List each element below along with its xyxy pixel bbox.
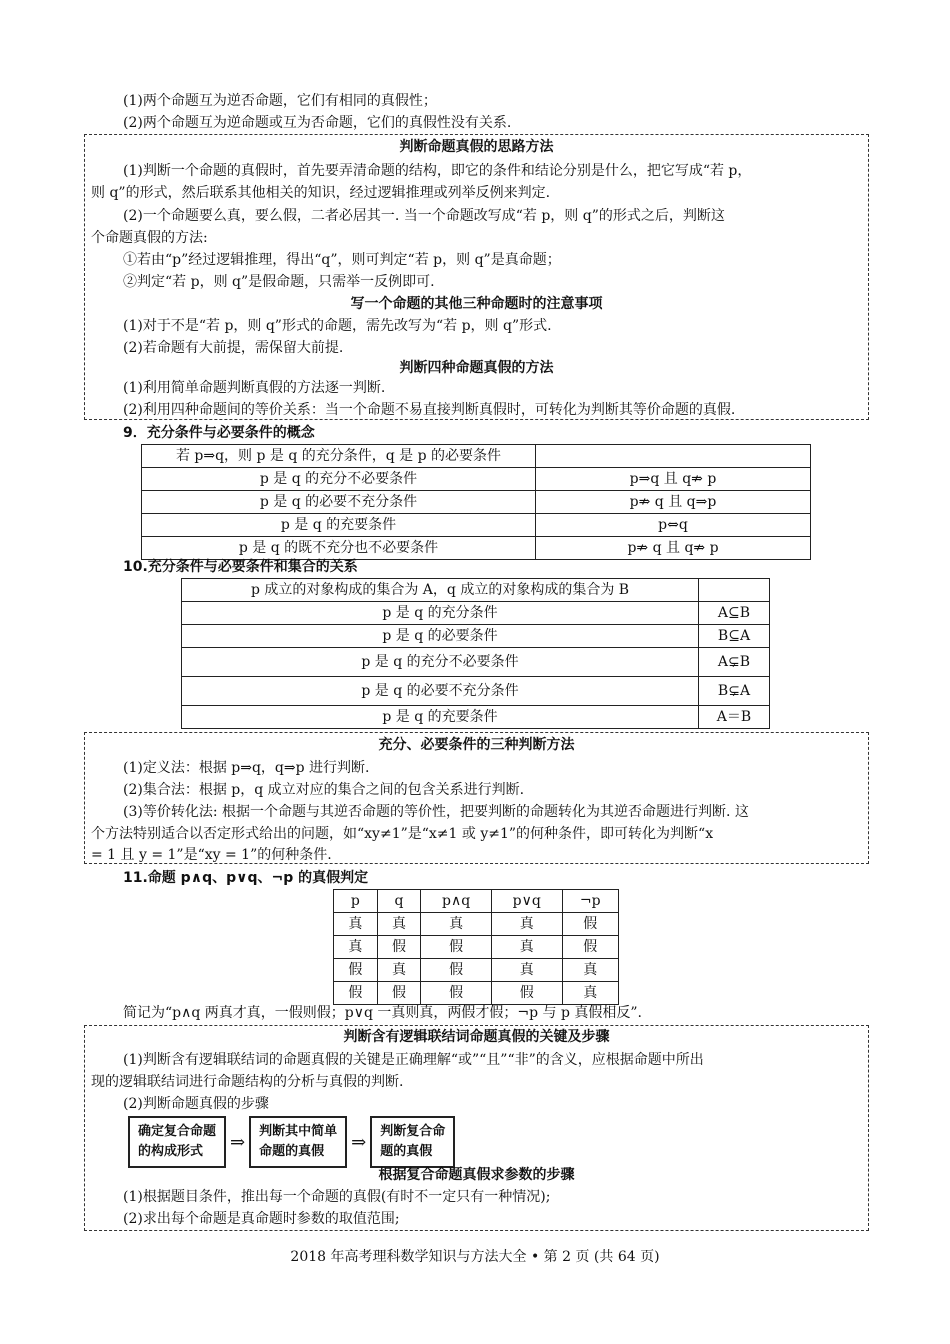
truth-table — [333, 889, 619, 1005]
table-cell: 假 — [562, 936, 618, 959]
flow-step-3-line-b: 题的真假 — [380, 1144, 433, 1159]
box3-title-2: 根据复合命题真假求参数的步骤 — [378, 1167, 575, 1183]
flow-step-2-line-a: 判断其中简单 — [259, 1124, 338, 1139]
box2-line-3c: = 1 且 y = 1”是“xy = 1”的何种条件. — [91, 847, 332, 863]
table-cell: 假 — [377, 982, 421, 1005]
table-cell: p 是 q 的既不充分也不必要条件 — [142, 537, 536, 560]
table-cell: 假 — [377, 936, 421, 959]
table-cell: A＝B — [699, 706, 770, 729]
table-cell: A⊊B — [699, 648, 770, 677]
box1-case-2: ②判定“若 p，则 q”是假命题，只需举一反例即可. — [123, 274, 435, 290]
table-header-row — [334, 890, 619, 913]
box2-line-1: (1)定义法：根据 p⇒q，q⇒p 进行判断. — [123, 760, 370, 776]
section-9-heading: 9．充分条件与必要条件的概念 — [123, 425, 315, 441]
box1-para2-a: (2)一个命题要么真，要么假，二者必居其一. 当一个命题改写成“若 p，则 q”的形式之后，判断这 — [123, 208, 725, 224]
table-cell — [699, 579, 770, 602]
box1-note-1: (1)对于不是“若 p，则 q”形式的命题，需先改写为“若 p，则 q”形式. — [123, 318, 552, 334]
flow-step-3 — [370, 1116, 455, 1168]
table-cell: 真 — [491, 913, 562, 936]
section-11-heading: 11.命题 p∧q、p∨q、¬p 的真假判定 — [123, 870, 369, 886]
table-cell: p⇒q 且 q⇏ p — [536, 468, 811, 491]
box3-step-2: (2)求出每个命题是真命题时参数的取值范围; — [123, 1211, 400, 1227]
table-cell: p⇏ q 且 q⇒p — [536, 491, 811, 514]
box1-title-2: 写一个命题的其他三种命题时的注意事项 — [350, 296, 603, 312]
page-footer: 2018 年高考理科数学知识与方法大全 • 第 2 页 (共 64 页) — [290, 1249, 660, 1265]
table-header-cell: p — [334, 890, 378, 913]
box1-para2-b: 个命题真假的方法: — [91, 230, 208, 246]
box2-line-3a: (3)等价转化法: 根据一个命题与其逆否命题的等价性，把要判断的命题转化为其逆否命题进行判断. 这 — [123, 804, 749, 820]
box2-line-3b: 个方法特别适合以否定形式给出的问题，如“xy≠1”是“x≠1 或 y≠1”的何种条件，即可转化为判断“x — [91, 826, 714, 842]
box1-case-1: ①若由“p”经过逻辑推理，得出“q”，则可判定“若 p，则 q”是真命题； — [123, 252, 561, 268]
box3-line-2: (2)判断命题真假的步骤 — [123, 1096, 269, 1112]
box2-title: 充分、必要条件的三种判断方法 — [378, 737, 575, 753]
table-cell: p 是 q 的充分条件 — [182, 602, 699, 625]
box3-line-1a: (1)判断含有逻辑联结词的命题真假的关键是正确理解“或”“且”“非”的含义，应根据命题中所出 — [123, 1052, 704, 1068]
table-cell: B⊆A — [699, 625, 770, 648]
table-cell — [536, 445, 811, 468]
table-row — [182, 648, 770, 677]
flow-arrow-icon: ⇒ — [230, 1131, 246, 1153]
table-cell: 真 — [562, 959, 618, 982]
table-row — [334, 913, 619, 936]
table-header-cell: q — [377, 890, 421, 913]
table-cell: 假 — [421, 982, 492, 1005]
table-cell: B⊊A — [699, 677, 770, 706]
table-cell: 真 — [377, 913, 421, 936]
flow-step-1 — [128, 1116, 226, 1168]
box1-title-1: 判断命题真假的思路方法 — [399, 139, 554, 155]
table-cell: 真 — [334, 936, 378, 959]
set-relation-table — [181, 578, 770, 729]
table-row — [142, 514, 811, 537]
section-10-heading: 10.充分条件与必要条件和集合的关系 — [123, 559, 358, 575]
table-cell: 真 — [562, 982, 618, 1005]
table-cell: p 成立的对象构成的集合为 A，q 成立的对象构成的集合为 B — [182, 579, 699, 602]
table-header-cell: p∨q — [491, 890, 562, 913]
table-cell: 真 — [491, 936, 562, 959]
box3-step-1: (1)根据题目条件，推出每一个命题的真假(有时不一定只有一种情况); — [123, 1189, 551, 1205]
table-cell: p 是 q 的必要不充分条件 — [182, 677, 699, 706]
table-cell: 若 p⇒q，则 p 是 q 的充分条件，q 是 p 的必要条件 — [142, 445, 536, 468]
table-cell: p 是 q 的充要条件 — [142, 514, 536, 537]
truth-summary: 简记为“p∧q 两真才真，一假则假；p∨q 一真则真，两假才假；¬p 与 p 真假相反”. — [123, 1005, 643, 1021]
table-header-cell: p∧q — [421, 890, 492, 913]
flow-step-1-line-b: 的构成形式 — [138, 1144, 204, 1159]
table-cell: p 是 q 的充分不必要条件 — [182, 648, 699, 677]
flow-arrow-icon: ⇒ — [351, 1131, 367, 1153]
table-cell: p 是 q 的充分不必要条件 — [142, 468, 536, 491]
table-row — [182, 602, 770, 625]
table-cell: 真 — [334, 913, 378, 936]
table-cell: 假 — [334, 982, 378, 1005]
box1-note-2: (2)若命题有大前提，需保留大前提. — [123, 340, 344, 356]
table-cell: p⇔q — [536, 514, 811, 537]
steps-flowchart — [128, 1116, 455, 1168]
table-row — [334, 959, 619, 982]
intro-line-1: (1)两个命题互为逆否命题，它们有相同的真假性； — [123, 93, 437, 109]
table-cell: 假 — [421, 936, 492, 959]
table-cell: 假 — [421, 959, 492, 982]
box1-method-2: (2)利用四种命题间的等价关系：当一个命题不易直接判断真假时，可转化为判断其等价命题的真假. — [123, 402, 736, 418]
table-cell: 真 — [377, 959, 421, 982]
table-row — [182, 677, 770, 706]
flow-step-2-line-b: 命题的真假 — [259, 1144, 325, 1159]
box3-title-1: 判断含有逻辑联结词命题真假的关键及步骤 — [343, 1029, 610, 1045]
sufficient-necessary-table — [141, 444, 811, 560]
table-cell: 假 — [334, 959, 378, 982]
flow-step-1-line-a: 确定复合命题 — [138, 1124, 217, 1139]
table-row — [142, 445, 811, 468]
table-cell: A⊆B — [699, 602, 770, 625]
box3-line-1b: 现的逻辑联结词进行命题结构的分析与真假的判断. — [91, 1074, 404, 1090]
table-header-cell: ¬p — [562, 890, 618, 913]
box2-line-2: (2)集合法：根据 p，q 成立对应的集合之间的包含关系进行判断. — [123, 782, 525, 798]
table-row — [334, 936, 619, 959]
box1-method-1: (1)利用简单命题判断真假的方法逐一判断. — [123, 380, 386, 396]
flow-step-3-line-a: 判断复合命 — [380, 1124, 446, 1139]
table-row — [182, 579, 770, 602]
box1-para1-a: (1)判断一个命题的真假时，首先要弄清命题的结构，即它的条件和结论分别是什么，把它写成“若 p， — [123, 163, 752, 179]
table-row — [142, 491, 811, 514]
table-cell: p 是 q 的充要条件 — [182, 706, 699, 729]
intro-line-2: (2)两个命题互为逆命题或互为否命题，它们的真假性没有关系. — [123, 115, 512, 131]
table-cell: 真 — [491, 959, 562, 982]
table-cell: 假 — [562, 913, 618, 936]
table-cell: p 是 q 的必要不充分条件 — [142, 491, 536, 514]
table-row — [182, 706, 770, 729]
table-cell: p⇏ q 且 q⇏ p — [536, 537, 811, 560]
table-cell: 真 — [421, 913, 492, 936]
table-cell: 假 — [491, 982, 562, 1005]
flow-step-2 — [249, 1116, 347, 1168]
box1-title-3: 判断四种命题真假的方法 — [399, 360, 554, 376]
table-row — [182, 625, 770, 648]
table-row — [142, 468, 811, 491]
table-cell: p 是 q 的必要条件 — [182, 625, 699, 648]
box1-para1-b: 则 q”的形式，然后联系其他相关的知识，经过逻辑推理或列举反例来判定. — [91, 185, 551, 201]
